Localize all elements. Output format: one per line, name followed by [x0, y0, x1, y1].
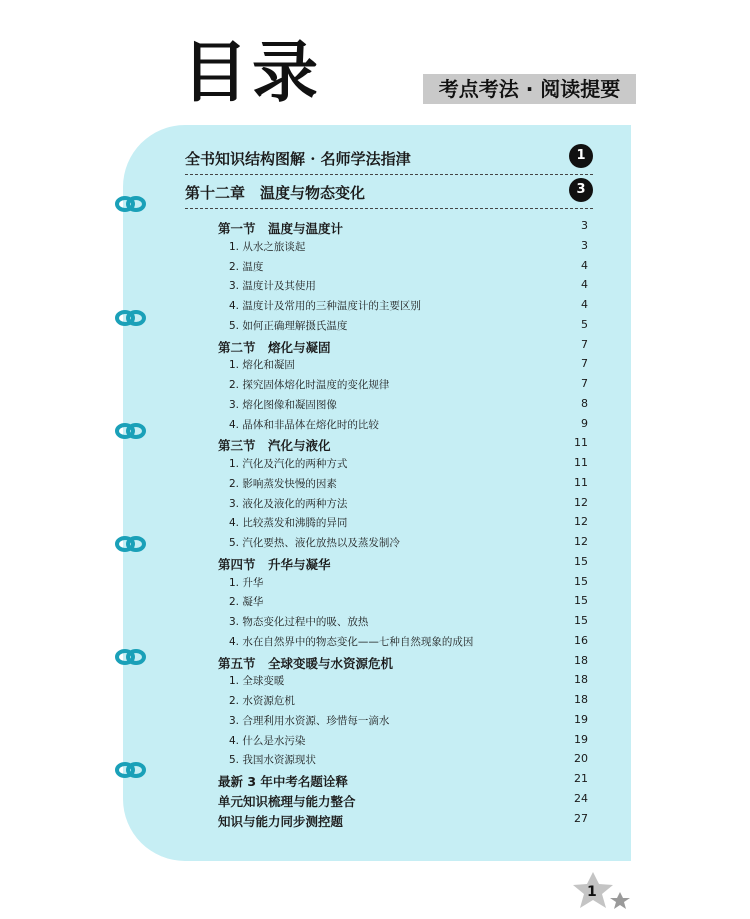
toc-section-row[interactable] [0, 219, 588, 237]
page-number-badge [563, 870, 635, 912]
page-subtitle: 考点考法 · 阅读提要 [423, 74, 636, 104]
toc-entry-page: 21 [574, 772, 588, 785]
toc-entry-title: 第五节 全球变暖与水资源危机 [218, 655, 394, 671]
toc-entry-page: 8 [581, 396, 588, 410]
toc-entry-title: 5. 我国水资源现状 [229, 754, 316, 767]
toc-item-row[interactable] [0, 535, 588, 553]
toc-entry-title: 5. 如何正确理解摄氏温度 [229, 319, 348, 332]
toc-entry-page: 27 [574, 811, 588, 825]
toc-item-row[interactable] [0, 496, 588, 514]
toc-section-row[interactable] [0, 654, 588, 672]
toc-part-heading[interactable] [185, 142, 593, 175]
toc-item-row[interactable] [0, 733, 588, 751]
toc-entry-page: 3 [581, 238, 588, 252]
toc-entry-title: 1. 熔化和凝固 [229, 359, 295, 372]
toc-entry-page: 5 [581, 317, 588, 331]
toc-item-row[interactable] [0, 417, 588, 435]
toc-entry-page: 7 [581, 337, 588, 351]
toc-item-row[interactable] [0, 575, 588, 593]
toc-entry-page: 15 [574, 614, 588, 627]
toc-part-label: 第十二章 温度与物态变化 [185, 184, 366, 202]
toc-extra-row[interactable] [0, 772, 588, 790]
toc-entry-title: 第一节 温度与温度计 [218, 221, 344, 236]
toc-entry-page: 15 [574, 554, 588, 568]
toc-extra-row[interactable] [0, 812, 588, 830]
toc-entry-title: 2. 凝华 [229, 596, 264, 609]
toc-entry-page: 11 [574, 475, 588, 489]
toc-part-heading[interactable] [185, 176, 593, 209]
toc-entry-title: 1. 升华 [229, 576, 264, 589]
toc-entry-page: 7 [581, 377, 588, 390]
toc-entry-page: 4 [581, 298, 588, 311]
toc-entry-page: 11 [574, 436, 588, 450]
toc-part-page: 1 [569, 144, 593, 168]
toc-entry-page: 3 [581, 219, 588, 232]
toc-entry-title: 4. 温度计及常用的三种温度计的主要区别 [229, 300, 421, 312]
toc-item-row[interactable] [0, 752, 588, 770]
toc-item-row[interactable] [0, 357, 588, 375]
toc-item-row[interactable] [0, 278, 588, 296]
toc-item-row[interactable] [0, 239, 588, 257]
toc-entry-page: 19 [574, 732, 588, 746]
toc-entry-page: 4 [581, 258, 588, 272]
toc-item-row[interactable] [0, 377, 588, 395]
toc-entry-title: 4. 晶体和非晶体在熔化时的比较 [229, 418, 379, 431]
toc-entry-title: 3. 合理利用水资源、珍惜每一滴水 [229, 714, 390, 727]
toc-part-label: 全书知识结构图解 · 名师学法指津 [185, 150, 411, 168]
toc-entry-page: 7 [581, 357, 588, 371]
toc-entry-title: 2. 温度 [229, 260, 264, 273]
toc-item-row[interactable] [0, 259, 588, 277]
toc-item-row[interactable] [0, 298, 588, 316]
toc-item-row[interactable] [0, 614, 588, 632]
toc-entry-title: 单元知识梳理与能力整合 [218, 793, 356, 809]
toc-item-row[interactable] [0, 693, 588, 711]
toc-section-row[interactable] [0, 555, 588, 573]
toc-entry-title: 第二节 熔化与凝固 [218, 339, 331, 355]
toc-entry-title: 第三节 汽化与液化 [218, 438, 331, 454]
toc-entry-page: 12 [574, 515, 588, 529]
toc-entry-title: 1. 从水之旅谈起 [229, 240, 306, 253]
toc-entry-title: 3. 温度计及其使用 [229, 280, 316, 293]
toc-entry-page: 18 [574, 653, 588, 667]
toc-entry-page: 4 [581, 278, 588, 292]
toc-entry-title: 3. 液化及液化的两种方法 [229, 497, 348, 510]
toc-entry-title: 知识与能力同步测控题 [218, 813, 344, 829]
toc-entry-title: 4. 什么是水污染 [229, 734, 306, 747]
toc-entry-title: 1. 全球变暖 [229, 675, 285, 688]
toc-item-row[interactable] [0, 673, 588, 691]
toc-entry-page: 18 [574, 693, 588, 706]
toc-entry-title: 3. 物态变化过程中的吸、放热 [229, 616, 369, 628]
toc-section-row[interactable] [0, 436, 588, 454]
toc-item-row[interactable] [0, 318, 588, 336]
toc-entry-title: 5. 汽化要热、液化放热以及蒸发制冷 [229, 537, 400, 549]
toc-item-row[interactable] [0, 515, 588, 533]
toc-entry-page: 11 [574, 456, 588, 469]
toc-entry-page: 12 [574, 535, 588, 548]
toc-entry-page: 20 [574, 752, 588, 766]
toc-item-row[interactable] [0, 594, 588, 612]
toc-item-row[interactable] [0, 456, 588, 474]
toc-entry-page: 18 [574, 673, 588, 687]
toc-item-row[interactable] [0, 397, 588, 415]
toc-entry-title: 最新 3 年中考名题诠释 [218, 774, 348, 789]
toc-entry-title: 4. 水在自然界中的物态变化——七种自然现象的成因 [229, 635, 474, 648]
toc-entry-page: 12 [574, 495, 588, 509]
toc-entry-page: 24 [574, 791, 588, 805]
toc-entry-title: 2. 探究固体熔化时温度的变化规律 [229, 379, 390, 391]
toc-part-page: 3 [569, 178, 593, 202]
page-number: 1 [587, 884, 597, 900]
page-title: 目录 [182, 34, 322, 111]
toc-entry-title: 2. 水资源危机 [229, 695, 295, 707]
toc-entry-title: 3. 熔化图像和凝固图像 [229, 398, 337, 411]
toc-item-row[interactable] [0, 713, 588, 731]
toc-entry-page: 16 [574, 633, 588, 647]
toc-section-row[interactable] [0, 338, 588, 356]
toc-entry-title: 第四节 升华与凝华 [218, 556, 331, 572]
toc-entry-page: 9 [581, 416, 588, 430]
toc-entry-title: 4. 比较蒸发和沸腾的异同 [229, 517, 348, 530]
toc-entry-title: 2. 影响蒸发快慢的因素 [229, 477, 337, 490]
toc-entry-page: 15 [574, 574, 588, 588]
toc-item-row[interactable] [0, 476, 588, 494]
toc-entry-page: 19 [574, 712, 588, 726]
toc-item-row[interactable] [0, 634, 588, 652]
star-icon [563, 870, 635, 912]
binder-ring-icon [114, 193, 148, 215]
toc-entry-page: 15 [574, 594, 588, 608]
toc-entry-title: 1. 汽化及汽化的两种方式 [229, 458, 348, 470]
toc-extra-row[interactable] [0, 792, 588, 810]
